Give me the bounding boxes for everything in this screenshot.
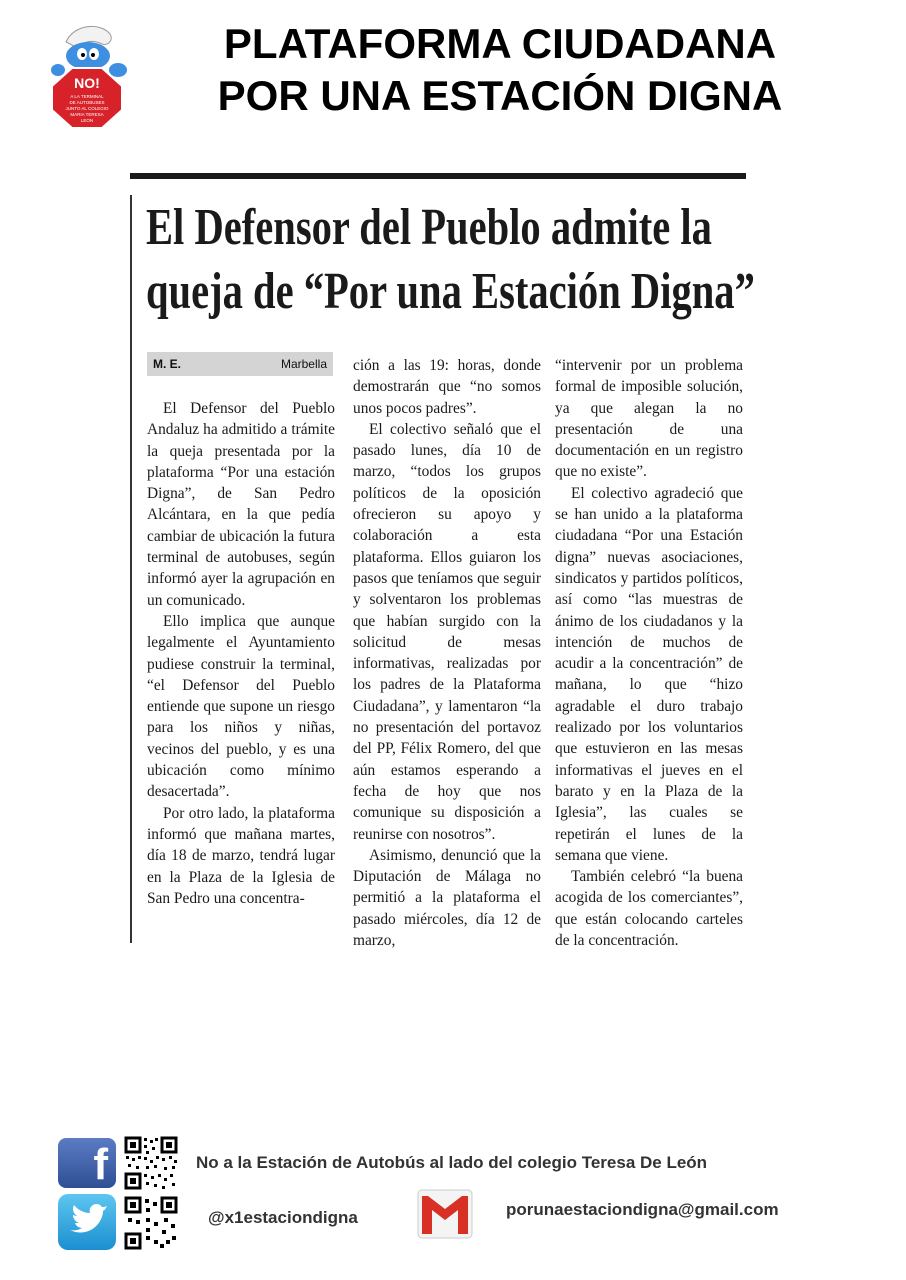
contact-email[interactable]: porunaestaciondigna@gmail.com bbox=[506, 1200, 779, 1219]
header-divider bbox=[130, 173, 746, 179]
svg-text:A LA TERMINAL: A LA TERMINAL bbox=[70, 94, 104, 99]
paragraph: Ello implica que aunque legalmente el Ayuntamiento pudiese construir la terminal, “el Defensor del Pueblo entiende que supone un riesgo para los niños y niñas, vecinos del pueblo, y es una ubicación como mínimo desacertada”. bbox=[147, 612, 335, 801]
footer-slogan: No a la Estación de Autobús al lado del colegio Teresa De León bbox=[196, 1153, 708, 1172]
article-byline bbox=[147, 352, 333, 376]
page-title-line-1: PLATAFORMA CIUDADANA bbox=[223, 20, 777, 67]
facebook-icon[interactable] bbox=[58, 1138, 116, 1188]
paragraph: ción a las 19: horas, donde demostrarán que “no somos unos pocos padres”. bbox=[353, 357, 541, 417]
twitter-icon[interactable] bbox=[58, 1194, 116, 1250]
page-title bbox=[150, 18, 850, 122]
logo-badge: NO! bbox=[74, 75, 100, 91]
article-left-rule bbox=[130, 195, 132, 943]
svg-text:DE AUTOBUSES: DE AUTOBUSES bbox=[69, 100, 105, 105]
twitter-bird-icon bbox=[58, 1194, 116, 1250]
paragraph: Asimismo, denunció que la Diputación de Málaga no permitió a la plataforma el pasado miércoles, día 12 de marzo, bbox=[353, 846, 541, 950]
headline-line-2: queja de “Por una Estación Digna” bbox=[146, 263, 755, 320]
qr-code-icon bbox=[124, 1136, 178, 1190]
paragraph: Por otro lado, la plataforma informó que mañana martes, día 18 de marzo, tendrá lugar en la Plaza de la Iglesia de San Pedro una concentra- bbox=[147, 804, 335, 907]
paragraph: El Defensor del Pueblo Andaluz ha admitido a trámite la queja presentada por la plataforma “Por una estación Digna”, de San Pedro Alcántara, en la que pedía cambiar de ubicación la futura terminal de autobuses, según informó ayer la agrupación en un comunicado. bbox=[147, 400, 335, 609]
qr-code-icon bbox=[124, 1196, 178, 1250]
smurf-stop-sign-logo-icon bbox=[44, 22, 134, 130]
gmail-icon[interactable] bbox=[416, 1186, 474, 1242]
facebook-glyph: f bbox=[93, 1140, 108, 1189]
byline-author: M. E. bbox=[153, 357, 182, 371]
twitter-handle[interactable]: @x1estaciondigna bbox=[208, 1208, 358, 1227]
svg-text:JUNTO AL COLEGIO: JUNTO AL COLEGIO bbox=[65, 106, 109, 111]
article-column-3 bbox=[555, 355, 743, 951]
byline-location: Marbella bbox=[280, 357, 327, 371]
article-headline bbox=[146, 196, 755, 324]
page-title-line-2: POR UNA ESTACIÓN DIGNA bbox=[217, 72, 783, 119]
paragraph: El colectivo señaló que el pasado lunes, día 10 de marzo, “todos los grupos políticos de la oposición ofrecieron su apoyo y colaboración a esta plataforma. Ellos guiaron los pasos que teníamos que seguir y solventaron los problemas que habían surgido con la solicitud de mesas informativas, realizadas por los padres de la Plataforma Ciudadana”, y lamentaron “la no presentación del portavoz del PP, Félix Romero, del que aún estamos esperando a fecha de hoy que nos comunique su disposición a reunirse con nosotros”. bbox=[353, 420, 541, 843]
svg-text:MARIA TERESA: MARIA TERESA bbox=[70, 112, 104, 117]
paragraph: También celebró “la buena acogida de los comerciantes”, que están colocando carteles de la concentración. bbox=[555, 868, 743, 950]
svg-text:LEON: LEON bbox=[80, 118, 94, 123]
paragraph: El colectivo agradeció que se han unido a la plataforma ciudadana “Por una Estación digna” nuevas asociaciones, sindicatos y partidos políticos, así como “las muestras de ánimo de los ciudadanos y la intención de muchos de acudir a la concentración” de mañana, lo que “hizo agradable el duro trabajo realizado por los voluntarios que estuvieron en las mesas informativas el jueves en el barato y en la Plaza de la Iglesia”, las cuales se repetirán el lunes de la semana que viene. bbox=[555, 484, 743, 864]
paragraph: “intervenir por un problema formal de imposible solución, ya que alegan la no presentación de una documentación en un registro que no existe”. bbox=[555, 357, 743, 481]
article-column-2 bbox=[353, 355, 541, 951]
platform-logo bbox=[44, 22, 134, 130]
headline-line-1: El Defensor del Pueblo admite la bbox=[146, 199, 712, 256]
article-column-1 bbox=[147, 398, 335, 909]
